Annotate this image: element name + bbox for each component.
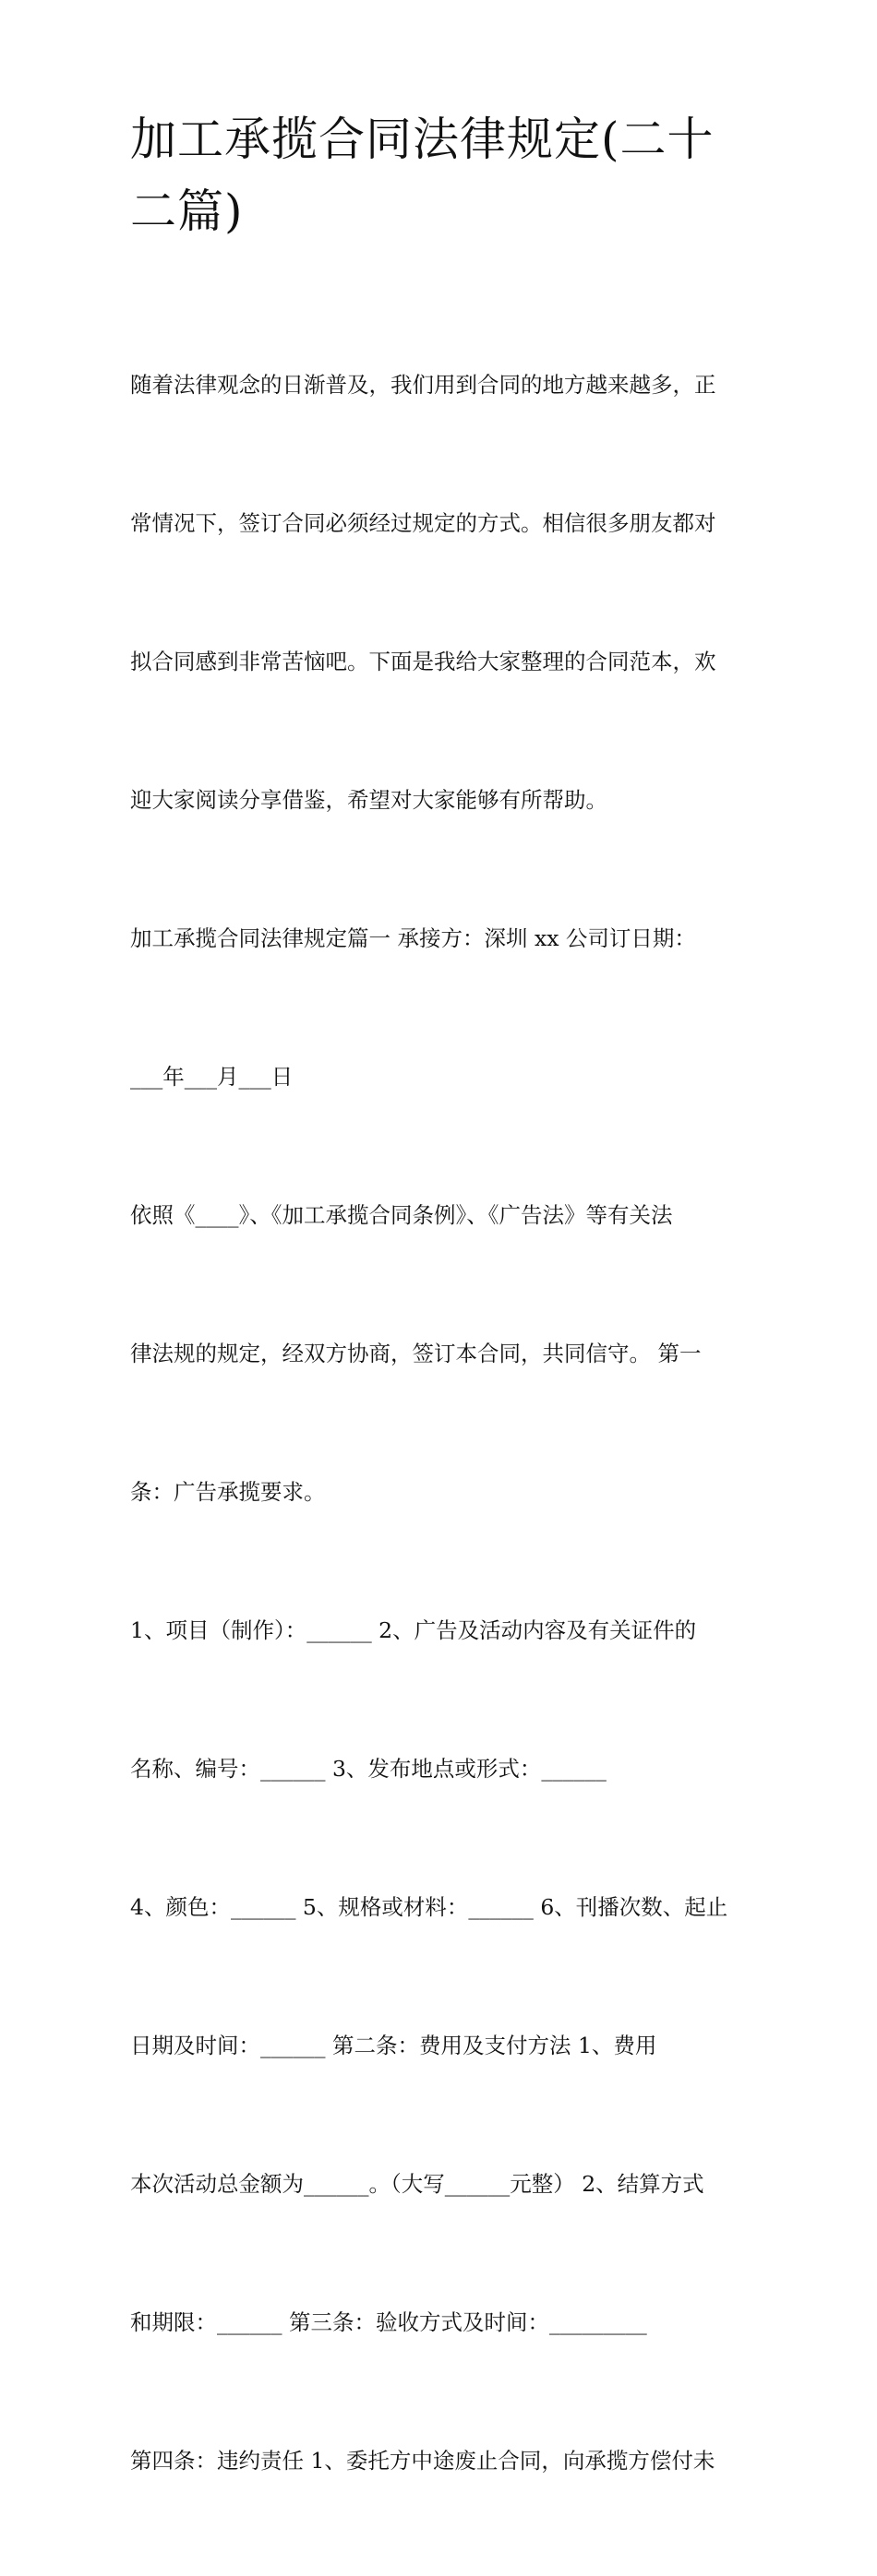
body-line: 加工承揽合同法律规定篇一 承接方：深圳 xx 公司订日期： <box>130 925 696 951</box>
body-line: 迎大家阅读分享借鉴，希望对大家能够有所帮助。 <box>130 787 607 813</box>
body-line: 名称、编号：______ 3、发布地点或形式：______ <box>130 1756 607 1782</box>
body-line: 条：广告承揽要求。 <box>130 1479 326 1505</box>
body-line: 日期及时间：______ 第二条：费用及支付方法 1、费用 <box>130 2033 657 2058</box>
body-line: ___年___月___日 <box>130 1064 294 1090</box>
body-line: 依照《____》、《加工承揽合同条例》、《广告法》等有关法 <box>130 1202 673 1228</box>
body-line: 常情况下，签订合同必须经过规定的方式。相信很多朋友都对 <box>130 510 716 536</box>
body-line: 4、颜色：______ 5、规格或材料：______ 6、刊播次数、起止 <box>130 1894 728 1920</box>
body-line: 1、项目（制作）：______ 2、广告及活动内容及有关证件的 <box>130 1617 697 1643</box>
document-body <box>130 269 758 2576</box>
document-page <box>130 103 758 2576</box>
title-text: 加工承揽合同法律规定(二十二篇) <box>130 113 715 238</box>
body-line: 拟合同感到非常苦恼吧。下面是我给大家整理的合同范本，欢 <box>130 649 716 674</box>
body-line: 律法规的规定，经双方协商，签订本合同，共同信守。 第一 <box>130 1341 702 1366</box>
body-line: 第四条：违约责任 1、委托方中途废止合同，向承揽方偿付未 <box>130 2448 715 2474</box>
body-line: 和期限：______ 第三条：验收方式及时间：_________ <box>130 2309 647 2335</box>
body-line: 本次活动总金额为______。（大写______元整） 2、结算方式 <box>130 2171 704 2197</box>
body-line: 随着法律观念的日渐普及，我们用到合同的地方越来越多，正 <box>130 372 716 398</box>
document-title <box>130 103 758 247</box>
